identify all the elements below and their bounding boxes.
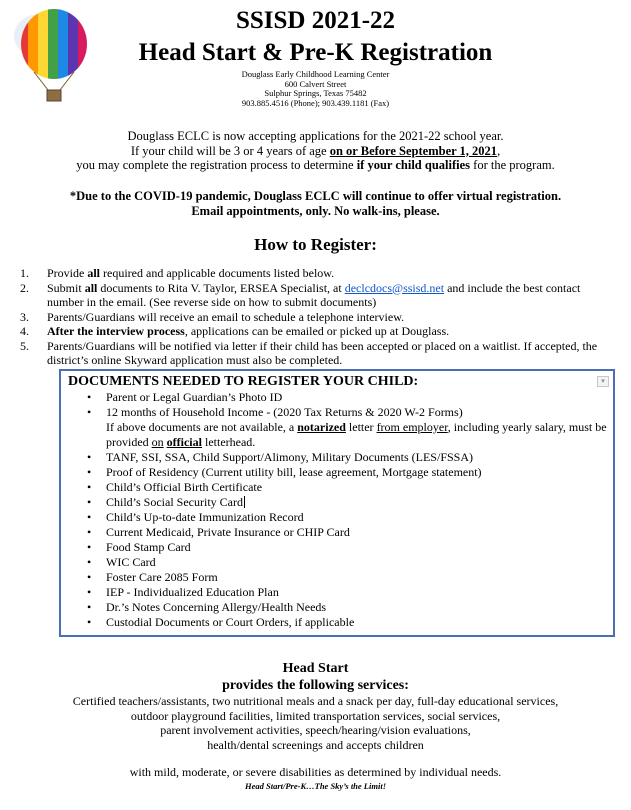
intro-text: ,: [497, 143, 501, 158]
disabilities-statement: with mild, moderate, or severe disabilities as determined by individual needs.: [129, 765, 502, 779]
covid-line-2: Email appointments, only. No walk-ins, please.: [191, 204, 440, 218]
deadline-date: on or Before September 1, 2021: [329, 143, 498, 158]
intro-line-3: [0, 158, 631, 173]
step-text: , applications can be emailed or picked up at Douglass.: [184, 324, 450, 338]
step-text: Submit: [47, 280, 85, 295]
step-number: 3.: [20, 309, 29, 324]
document-item: • Current Medicaid, Private Insurance or CHIP Card: [87, 525, 607, 540]
step-text: documents to Rita V. Taylor, ERSEA Specialist, at: [97, 280, 345, 295]
step-number: 5.: [20, 338, 29, 353]
document-item: [87, 405, 607, 450]
document-item: • Food Stamp Card: [87, 540, 607, 555]
step-item: [20, 339, 600, 368]
intro-text: If your child will be 3 or 4 years of age: [130, 143, 330, 158]
document-item: • WIC Card: [87, 555, 607, 570]
document-item: • Child’s Official Birth Certificate: [87, 480, 607, 495]
services-line: health/dental screenings and accepts children: [207, 737, 424, 752]
step-text: Provide: [47, 266, 88, 280]
page-title-line-2: Head Start & Pre-K Registration: [138, 39, 493, 66]
step-item: [20, 281, 600, 310]
step-text: Parents/Guardians will receive an email to schedule a telephone interview.: [47, 309, 405, 324]
text-box-menu-icon[interactable]: ▾: [597, 376, 609, 387]
documents-text-box[interactable]: [59, 369, 615, 637]
step-text: Parents/Guardians will be notified via letter if their child has been accepted or placed on a waitlist. If accepted, the district’s online Skyward application must also be completed.: [47, 338, 598, 367]
document-item: • TANF, SSI, SSA, Child Support/Alimony, Military Documents (LES/FSSA): [87, 450, 607, 465]
intro-text: you may complete the registration process to determine: [76, 158, 357, 172]
step-text: and include the best contact number in the email. (See reverse side on how to submit documents): [47, 280, 581, 309]
note-text: letterhead.: [201, 435, 256, 449]
intro-line-1: Douglass ECLC is now accepting applications for the 2021-22 school year.: [127, 129, 504, 143]
services-line: outdoor playground facilities, limited transportation services, social services,: [130, 708, 501, 723]
services-line: parent involvement activities, speech/hearing/vision evaluations,: [160, 723, 471, 737]
slogan: Head Start/Pre-K…The Sky’s the Limit!: [244, 781, 387, 791]
document-item: • Custodial Documents or Court Orders, if applicable: [87, 615, 607, 630]
services-list: [0, 694, 631, 752]
services-line: Certified teachers/assistants, two nutritional meals and a snack per day, full-day educational services,: [72, 694, 559, 708]
note-text: If above documents are not available, a: [106, 420, 298, 434]
document-item: • Child’s Up-to-date Immunization Record: [87, 510, 607, 525]
step-text-bold: all: [87, 266, 101, 280]
text-cursor: [244, 496, 245, 508]
qualify-text: if your child qualifies: [356, 158, 471, 172]
step-text-bold: all: [84, 280, 98, 295]
step-item: [20, 310, 600, 325]
step-number: 2.: [20, 280, 29, 295]
head-start-heading: Head Start: [282, 661, 349, 676]
address-line: 600 Calvert Street: [284, 78, 347, 89]
document-item-text: 12 months of Household Income - (2020 Tax Returns & 2020 W-2 Forms): [106, 405, 463, 419]
documents-heading: DOCUMENTS NEEDED TO REGISTER YOUR CHILD:: [68, 374, 419, 389]
address-block: [0, 70, 631, 108]
page-title-line-1: SSISD 2021-22: [235, 7, 396, 34]
note-text: , including yearly salary, must be provided: [106, 420, 607, 449]
document-note: [87, 420, 607, 450]
document-item: • Parent or Legal Guardian’s Photo ID: [87, 390, 607, 405]
document-item: • IEP - Individualized Education Plan: [87, 585, 607, 600]
registration-steps: [20, 266, 600, 368]
step-text-bold: After the interview process: [47, 324, 185, 338]
covid-notice: [0, 189, 631, 219]
note-notarized: notarized: [297, 420, 346, 434]
document-item: • Foster Care 2085 Form: [87, 570, 607, 585]
how-to-register-heading: How to Register:: [254, 235, 377, 254]
note-official: official: [166, 435, 202, 449]
step-item: [20, 266, 600, 281]
note-on: on: [151, 435, 164, 449]
step-number: 1.: [20, 266, 29, 280]
document-item: • Proof of Residency (Current utility bill, lease agreement, Mortgage statement): [87, 465, 607, 480]
step-text: required and applicable documents listed below.: [100, 266, 335, 280]
covid-line-1: *Due to the COVID-19 pandemic, Douglass ECLC will continue to offer virtual registration.: [69, 189, 562, 203]
intro-paragraph: [0, 129, 631, 173]
step-number: 4.: [20, 324, 29, 338]
address-line: 903.885.4516 (Phone); 903.439.1181 (Fax): [241, 97, 390, 108]
documents-list: [87, 390, 607, 630]
document-item: • Dr.’s Notes Concerning Allergy/Health Needs: [87, 600, 607, 615]
document-item: [87, 495, 607, 510]
address-line: Sulphur Springs, Texas 75482: [264, 88, 367, 98]
address-line: Douglass Early Childhood Learning Center: [241, 69, 390, 79]
document-item-text: Child’s Social Security Card: [106, 495, 243, 509]
email-link[interactable]: declcdocs@ssisd.net: [344, 280, 445, 295]
step-item: [20, 324, 600, 339]
head-start-subheading: provides the following services:: [222, 678, 409, 693]
note-employer: from employer: [376, 420, 448, 434]
intro-text: for the program.: [470, 158, 555, 172]
note-text: letter: [345, 420, 377, 434]
intro-line-2: [0, 144, 631, 159]
